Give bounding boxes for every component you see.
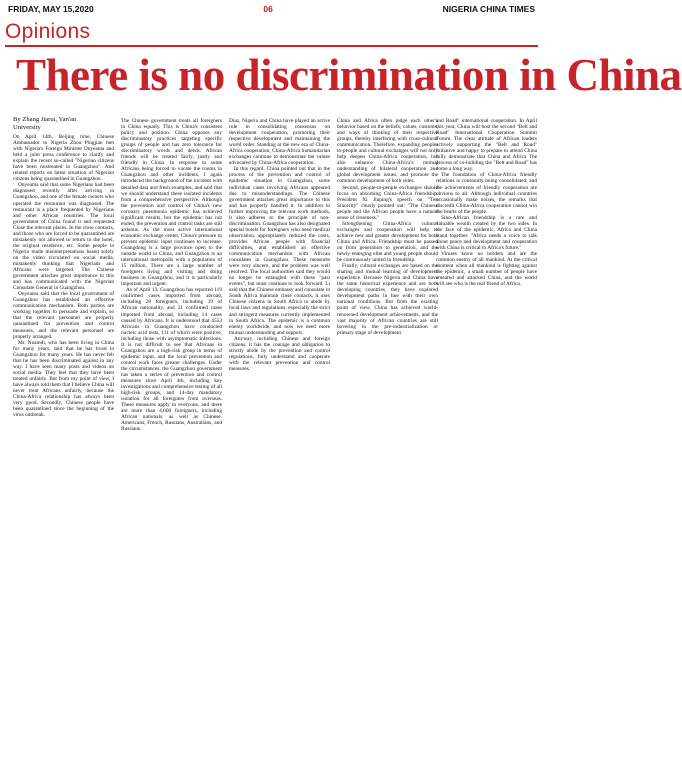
paragraph: Viruses know no borders and are the common enemy of all mankind. At the critical moment when all mankind is fighting against the epidemic, a small number of people have smeared and attacked China, and the world will see who is the real friend of Africa. [436,251,537,288]
paragraph: Finally, cultural exchanges are based on the sharing and mutual learning of development experience. Because Nigeria and China have the same historical experience and are both developing countries, they have explored development paths in line with their own national conditions. But from the existing point of view, China has achieved world-renowned development achievements, and the vast majority of African countries are still hovering in the pre-industrialization or primary stage of development. [337,263,438,336]
paragraph: Second, people-to-people exchanges should focus on absorbing China-Africa friendship. President Xi Jinping's speech on "Ten Sincerity" clearly pointed out: "The Chinese people and the African people have a natural sense of closeness." [337,184,438,221]
headline: There is no discrimination in China [16,50,682,100]
paragraph: On April 14th, Beijing time, Chinese Ambassador to Nigeria Zhou Pingjian met with Nigeria's Foreign Minister Onyeama and held a joint press conference to clarify and explain the recent so-called "Nigerian citizens have been mistreated in Guangzhou". And related reports on latest situation of Nigerian citizens being quarantined in Guangzhou. [13,134,114,183]
paragraph: The foundation of China-Africa friendly relations is constantly being consolidated, and the achievements of friendly cooperation are obvious to all. Although individual countries occasionally make noises, the remarks that discredit China-Africa cooperation cannot win the hearts of the people. [436,172,537,215]
paragraph: As of April 13, Guangzhou has reported 119 confirmed cases imported from abroad, including 28 foreigners, including 19 of African nationality, and 31 confirmed cases imported from abroad, including 14 cases caused by Africans. It is understood that 4553 Africans in Guangzhou have conducted nucleic acid tests, 111 of which were positive, including those with asymptomatic infections. It is not difficult to see that Africans in Guangzhou are a high-risk group in terms of epidemic input, and the local prevention and control work faces greater challenges. Under the circumstances, the Guangzhou government has taken a series of prevention and control measures since April 4th, including key investigations and comprehensive testing of all high-risk groups, and 14-day mandatory isolation for all foreigners from overseas. These measures apply to everyone, and there are more than 4,600 foreigners, including African nationals, as well as Chinese. Americans, French, Russians, Australians, and Russians. [121,287,222,433]
section-label: Opinions [5,20,91,43]
byline-affiliation: University [13,124,41,131]
paragraph: Strengthening China-Africa cultural exchanges and cooperation will help to achieve new and greater development for both China and Africa. Friendship must be passed on from generation to generation, and the newly emerging elite and young people should be continuously united in friendship. [337,220,438,264]
byline-author: By Zhang Jiarui, Yan'an [13,116,77,123]
paragraph: Onyeama said that some Nigerians had been diagnosed recently after arriving in Guangzhou, and one of the female owners who operated the restaurant was diagnosed. The restaurant is a place frequented by Nigerians and other African countries. The local government of China found it and requested Close the relevant places. In the close contacts, and those who are forced to be quarantined are mistakenly not allowed to return to the hotel, the original residence, etc. Some people in Nigeria made misinterpretations based solely on the video circulated on social media, mistakenly thinking that Nigerians and Africans were targeted. The Chinese government attaches great importance to this and has communicated with the Nigerian Consulate General in Guangzhou. [13,182,114,292]
article-column-1 [13,134,114,418]
paragraph: Mr. Nnamdi, who has been living in China for many years, said that he has lived in Guangzhou for many years. He has never felt that he has been discriminated against in any way. I have seen many posts and videos on social media. They feel that they have been treated unfairly. But from my point of view, I have always told them that I believe China will never treat Africans unfairly, because the China-Africa relationship has always been very good. Secondly, Chinese people have been quarantined since the beginning of the virus outbreak. [13,339,114,419]
paragraph: and Road" international cooperation. In April this year, China will host the second "Belt and Road" International Cooperation Summit Forum. The clear attitude of African leaders actively supporting the "Belt and Road" Initiative and happy to prepare to attend China fully demonstrate that China and Africa The process of co-building the "Belt and Road" has come a long way. [436,118,537,173]
paragraph: Anyway, including Chinese and foreign citizens, it has the courage and obligation to strictly abide by the prevention and control regulations, fully understand and cooperate with the relevant prevention and control measures. [229,335,330,372]
issue-date: FRIDAY, MAY 15,2020 [8,3,94,14]
section-divider [5,45,538,47]
article-column-4 [337,118,438,336]
paragraph: In this regard, China pointed out that in the process of the prevention and control of epidemic situation in Guangzhou, some individual cases involving Africans appeared due to misunderstandings. The Chinese government attaches great importance to this and has properly handled it. In addition to further improving the relevant work methods, it also adheres to the principle of non-discrimination. Guangzhou has also designated special hotels for foreigners who need medical observation, appropriately reduced the costs, provides African people with financial difficulties, and established an effective communication mechanism with African consulates in Guangzhou. These measures were very sincere, and the problem was well resolved. The local authorities said they would no longer be entangled with these "past events", but must continue to look forward. Li said that the Chinese embassy and consulate in South Africa maintain close contacts, it uses Chinese citizens in South Africa to abide by local laws and regulations, especially the strict and stringent measures currently implemented in South Africa. The epidemic is a common enemy worldwide, and now we need more mutual understanding and support. [229,166,330,336]
paragraph: Onyeama said that the local government of Guangzhou has established an effective communication mechanism. Both parties are working together to persuade and explain, so that the relevant personnel are properly quarantined for prevention and control measures, and the relevant personnel are properly arranged. [13,291,114,340]
page-number: 06 [263,3,273,14]
article-column-2 [121,118,222,432]
paragraph: The Chinese government treats all foreigners in China equally. This is China's consistent policy and position. China opposes any discriminatory practices targeting specific groups of people and has zero tolerance for discriminatory words and deeds. African friends will be treated fairly, justly and friendly in China. In response to some Africans being forced to vacate the rooms in Guangzhou and other incidents, I again introduced the background of the incident with detailed data and fresh examples, and said that we should understand these isolated incidents from a comprehensive perspective. Although the prevention and control of China's new coronary pneumonia epidemic has achieved significant results, but the epidemic has not ended, the prevention and control tasks are still arduous. As the most active international economic exchange center, China's pressure to prevent epidemic input continues to increase. Guangdong is a large province open to the outside world in China, and Guangzhou is an international metropolis with a population of 15 million. There are a large number of foreigners living and visiting and doing business in Guangzhou, and it is particularly important and urgent. [121,118,222,288]
publication-name: NIGERIA CHINA TIMES [442,3,535,14]
article-column-5 [436,118,537,287]
article-column-3 [229,118,330,372]
paragraph: China and Africa often judge each other's behavior based on the beliefs, values, customs, and ways of thinking of their respective groups, thereby interfering with cross-cultural communication. Therefore, expanding people-to-people and cultural exchanges will not only help deepen China-Africa cooperation, but also enhance China-Africa's mutual understanding of bilateral cooperation and global development issues, and promote the common development of both sides. [337,118,438,185]
paragraph: Diaz, Nigeria and China have played an active role in consolidating consensus on development cooperation, promoting their respective development and maintaining the world order. Standing at the new era of China-Africa cooperation, China-Africa humanitarian exchanges continue to demonstrate the values advocated by China-Africa cooperation. [229,118,330,167]
byline [13,116,76,132]
page-header [0,0,543,17]
paragraph: Sino-African friendship is a rare and valuable wealth created by the two sides. In the face of the epidemic, Africa and China stand together. "Africa needs a voice to talk about peace and development and cooperation with China is critical to Africa's future." [436,214,537,251]
